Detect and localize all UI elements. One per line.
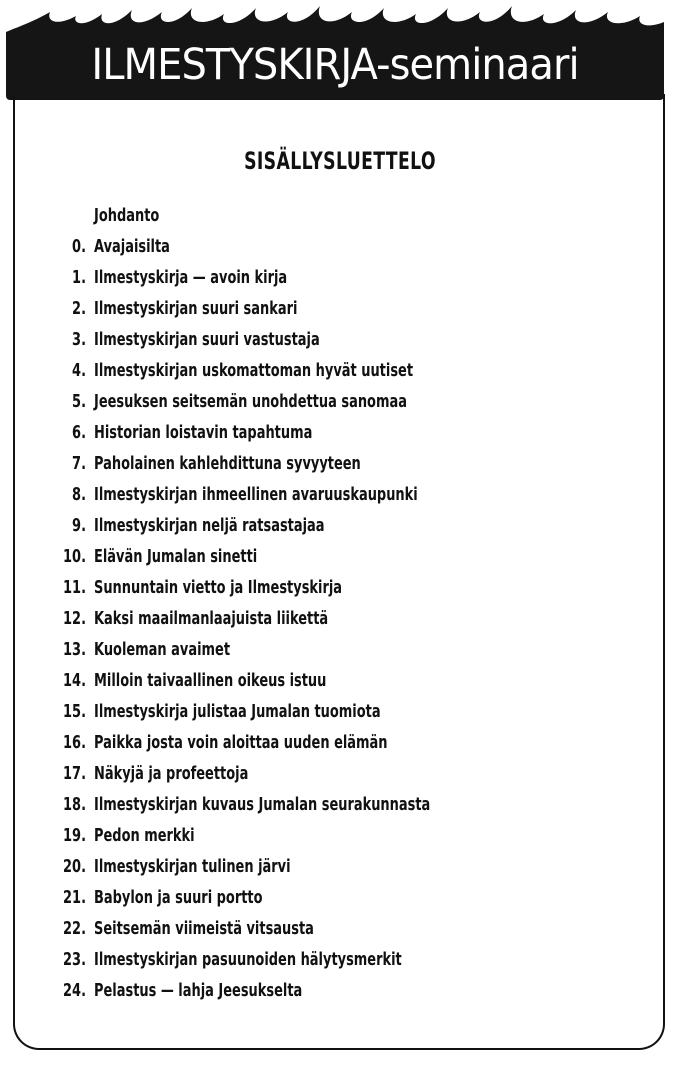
toc-entry-title: Ilmestyskirjan ihmeellinen avaruuskaupunki	[94, 484, 418, 505]
toc-entry-title: Ilmestyskirjan suuri vastustaja	[94, 329, 320, 350]
toc-entry-number: 21.	[63, 887, 86, 908]
toc-entry-number: 1.	[72, 267, 86, 288]
toc-entry-number: 23.	[63, 949, 86, 970]
toc-entry-number: 22.	[63, 918, 86, 939]
toc-entry-title: Ilmestyskirjan suuri sankari	[94, 298, 298, 319]
toc-entry-title: Sunnuntain vietto ja Ilmestyskirja	[94, 577, 343, 598]
toc-entry-number: 4.	[72, 360, 86, 381]
toc-entry-number: 10.	[63, 546, 86, 567]
toc-entry-number: 0.	[72, 236, 86, 257]
toc-entry-title: Ilmestyskirjan pasuunoiden hälytysmerkit	[94, 949, 402, 970]
toc-entry-title: Pedon merkki	[94, 825, 195, 846]
toc-entry-title: Ilmestyskirja — avoin kirja	[94, 267, 288, 288]
toc-entry-title: Milloin taivaallinen oikeus istuu	[94, 670, 327, 691]
toc-entry-number: 14.	[63, 670, 86, 691]
toc-entry-title: Ilmestyskirjan uskomattoman hyvät uutiset	[94, 360, 414, 381]
toc-entry-number: 18.	[63, 794, 86, 815]
toc-entry-title: Ilmestyskirjan kuvaus Jumalan seurakunnasta	[94, 794, 431, 815]
banner-title: ILMESTYSKIRJA-seminaari	[91, 40, 579, 90]
toc-entry-title: Näkyjä ja profeettoja	[94, 763, 249, 784]
toc-entry-number: 17.	[63, 763, 86, 784]
toc-entry-title: Avajaisilta	[94, 236, 170, 257]
toc-entry-title: Ilmestyskirjan tulinen järvi	[94, 856, 291, 877]
toc-entry-number: 6.	[72, 422, 86, 443]
toc-entry-title: Paholainen kahlehdittuna syvyyteen	[94, 453, 361, 474]
toc-entry-title: Kaksi maailmanlaajuista liikettä	[94, 608, 329, 629]
toc-entry-number: 5.	[72, 391, 86, 412]
toc-entry-number: 3.	[72, 329, 86, 350]
toc-entry-title: Kuoleman avaimet	[94, 639, 231, 660]
toc-entry-number: 2.	[72, 298, 86, 319]
toc-entry-title: Elävän Jumalan sinetti	[94, 546, 258, 567]
toc-entry-title: Paikka josta voin aloittaa uuden elämän	[94, 732, 388, 753]
toc-entry-number: 20.	[63, 856, 86, 877]
toc-entry-title: Babylon ja suuri portto	[94, 887, 263, 908]
toc-entry-title: Pelastus — lahja Jeesukselta	[94, 980, 303, 1001]
toc-entry-number: 12.	[63, 608, 86, 629]
toc-entry-number: 11.	[63, 577, 86, 598]
toc-entry-number: 8.	[72, 484, 86, 505]
toc-entry-title: Jeesuksen seitsemän unohdettua sanomaa	[94, 391, 407, 412]
banner	[6, 28, 664, 100]
toc-heading: SISÄLLYSLUETTELO	[244, 147, 436, 175]
toc-entry-title: Johdanto	[94, 205, 160, 226]
toc-entry-number: 9.	[72, 515, 86, 536]
toc-entry-number: 19.	[63, 825, 86, 846]
toc-entry-number: 24.	[63, 980, 86, 1001]
toc-entry-number: 15.	[63, 701, 86, 722]
toc-entry-title: Ilmestyskirjan neljä ratsastajaa	[94, 515, 325, 536]
toc-entry-number: 16.	[63, 732, 86, 753]
toc-entry-number: 7.	[72, 453, 86, 474]
toc-entry-number: 13.	[63, 639, 86, 660]
toc-entry-title: Historian loistavin tapahtuma	[94, 422, 313, 443]
toc-entry-title: Seitsemän viimeistä vitsausta	[94, 918, 314, 939]
toc-entry-title: Ilmestyskirja julistaa Jumalan tuomiota	[94, 701, 381, 722]
